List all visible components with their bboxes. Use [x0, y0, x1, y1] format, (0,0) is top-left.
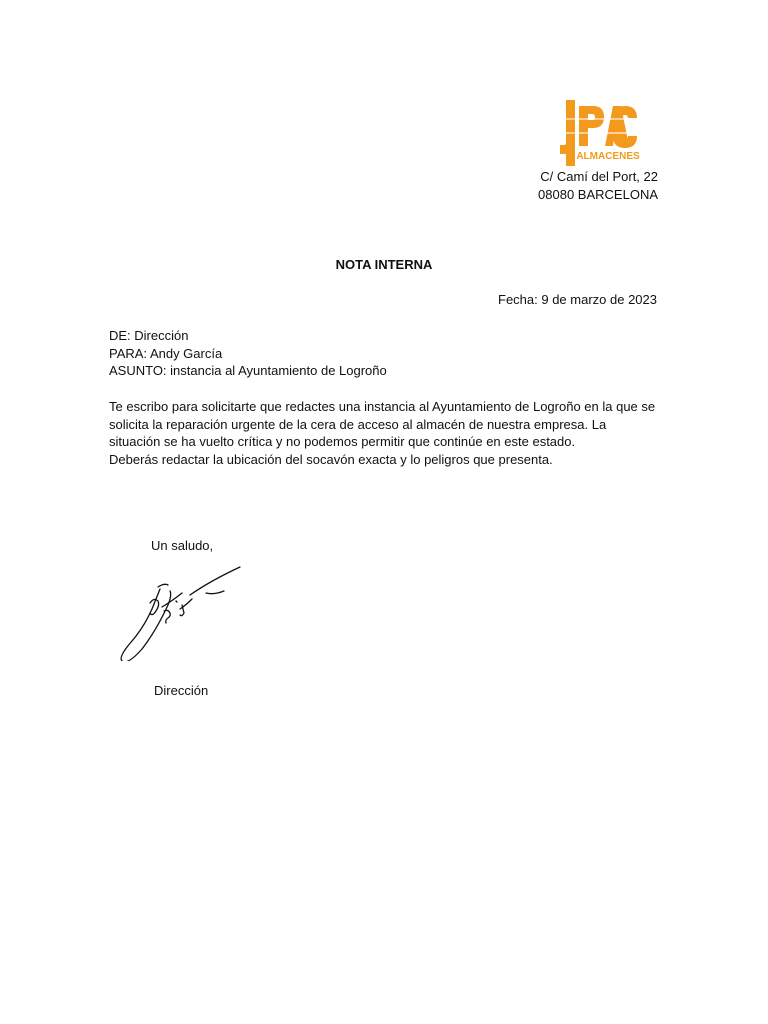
logo-subtitle: ALMACENES — [576, 151, 640, 162]
company-logo — [556, 98, 640, 168]
signer-name: Dirección — [154, 683, 209, 698]
sender-address — [538, 168, 658, 204]
document-date: Fecha: 9 de marzo de 2023 — [498, 292, 657, 307]
body-paragraph: Te escribo para solicitarte que redactes una instancia al Ayuntamiento de Logroño en la que se solicita la reparación urgente de la cera de acceso al almacén de nuestra empresa. La situación se ha vuelto crítica y no podemos permitir que continúe en este estado. — [109, 399, 656, 449]
closing-greeting: Un saludo, — [151, 538, 214, 553]
memo-from: DE: Dirección — [109, 328, 189, 343]
body-paragraph: Deberás redactar la ubicación del socavón exacta y lo peligros que presenta. — [109, 451, 553, 467]
memo-body — [109, 398, 661, 468]
document-title: NOTA INTERNA — [335, 257, 433, 272]
handwritten-signature — [118, 565, 246, 661]
memo-header — [109, 327, 387, 380]
address-line-2: 08080 BARCELONA — [538, 187, 658, 202]
memo-subject: ASUNTO: instancia al Ayuntamiento de Logroño — [109, 363, 387, 378]
memo-to: PARA: Andy García — [109, 345, 223, 361]
address-line-1: C/ Camí del Port, 22 — [540, 169, 658, 184]
